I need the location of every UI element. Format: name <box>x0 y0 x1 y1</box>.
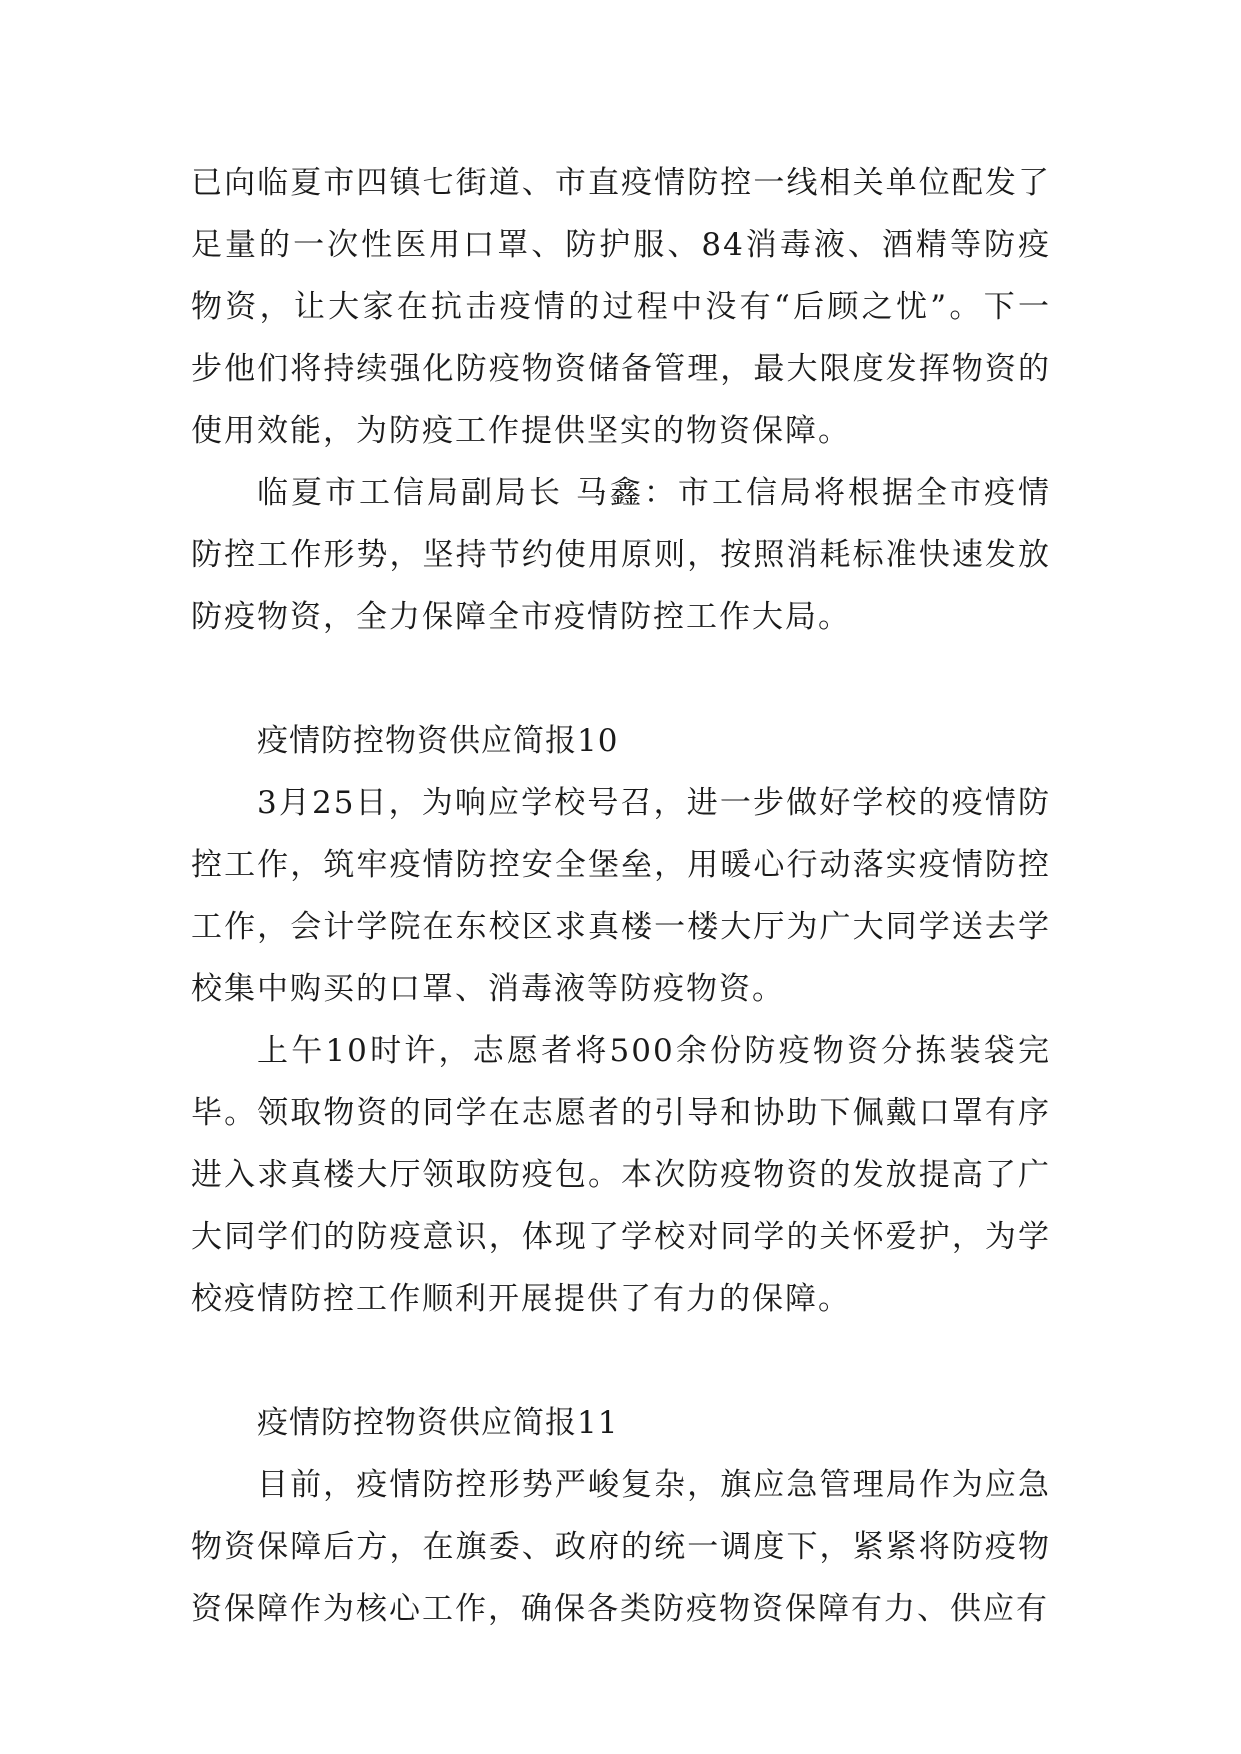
paragraph-continued: 已向临夏市四镇七街道、市直疫情防控一线相关单位配发了足量的一次性医用口罩、防护服、84消毒液、酒精等防疫物资，让大家在抗击疫情的过程中没有“后顾之忧”。下一步他们将持续强化防疫物资储备管理，最大限度发挥物资的使用效能，为防疫工作提供坚实的物资保障。 <box>191 165 1051 449</box>
section-spacer <box>191 1330 1051 1392</box>
section-spacer <box>191 648 1051 710</box>
document-body <box>191 152 1051 1640</box>
section-10-paragraph-1: 3月25日，为响应学校号召，进一步做好学校的疫情防控工作，筑牢疫情防控安全堡垒，用暖心行动落实疫情防控工作，会计学院在东校区求真楼一楼大厅为广大同学送去学校集中购买的口罩、消毒液等防疫物资。 <box>191 785 1051 1007</box>
section-11-paragraph-1: 目前，疫情防控形势严峻复杂，旗应急管理局作为应急物资保障后方，在旗委、政府的统一调度下，紧紧将防疫物资保障作为核心工作，确保各类防疫物资保障有力、供应有 <box>191 1467 1051 1627</box>
paragraph-quote-ma-xin: 临夏市工信局副局长 马鑫：市工信局将根据全市疫情防控工作形势，坚持节约使用原则，按照消耗标准快速发放防疫物资，全力保障全市疫情防控工作大局。 <box>191 475 1051 635</box>
section-title-10: 疫情防控物资供应简报10 <box>257 723 619 759</box>
section-title-11: 疫情防控物资供应简报11 <box>257 1405 619 1441</box>
section-10-paragraph-2: 上午10时许，志愿者将500余份防疫物资分拣装袋完毕。领取物资的同学在志愿者的引导和协助下佩戴口罩有序进入求真楼大厅领取防疫包。本次防疫物资的发放提高了广大同学们的防疫意识，体现了学校对同学的关怀爱护，为学校疫情防控工作顺利开展提供了有力的保障。 <box>191 1033 1051 1317</box>
